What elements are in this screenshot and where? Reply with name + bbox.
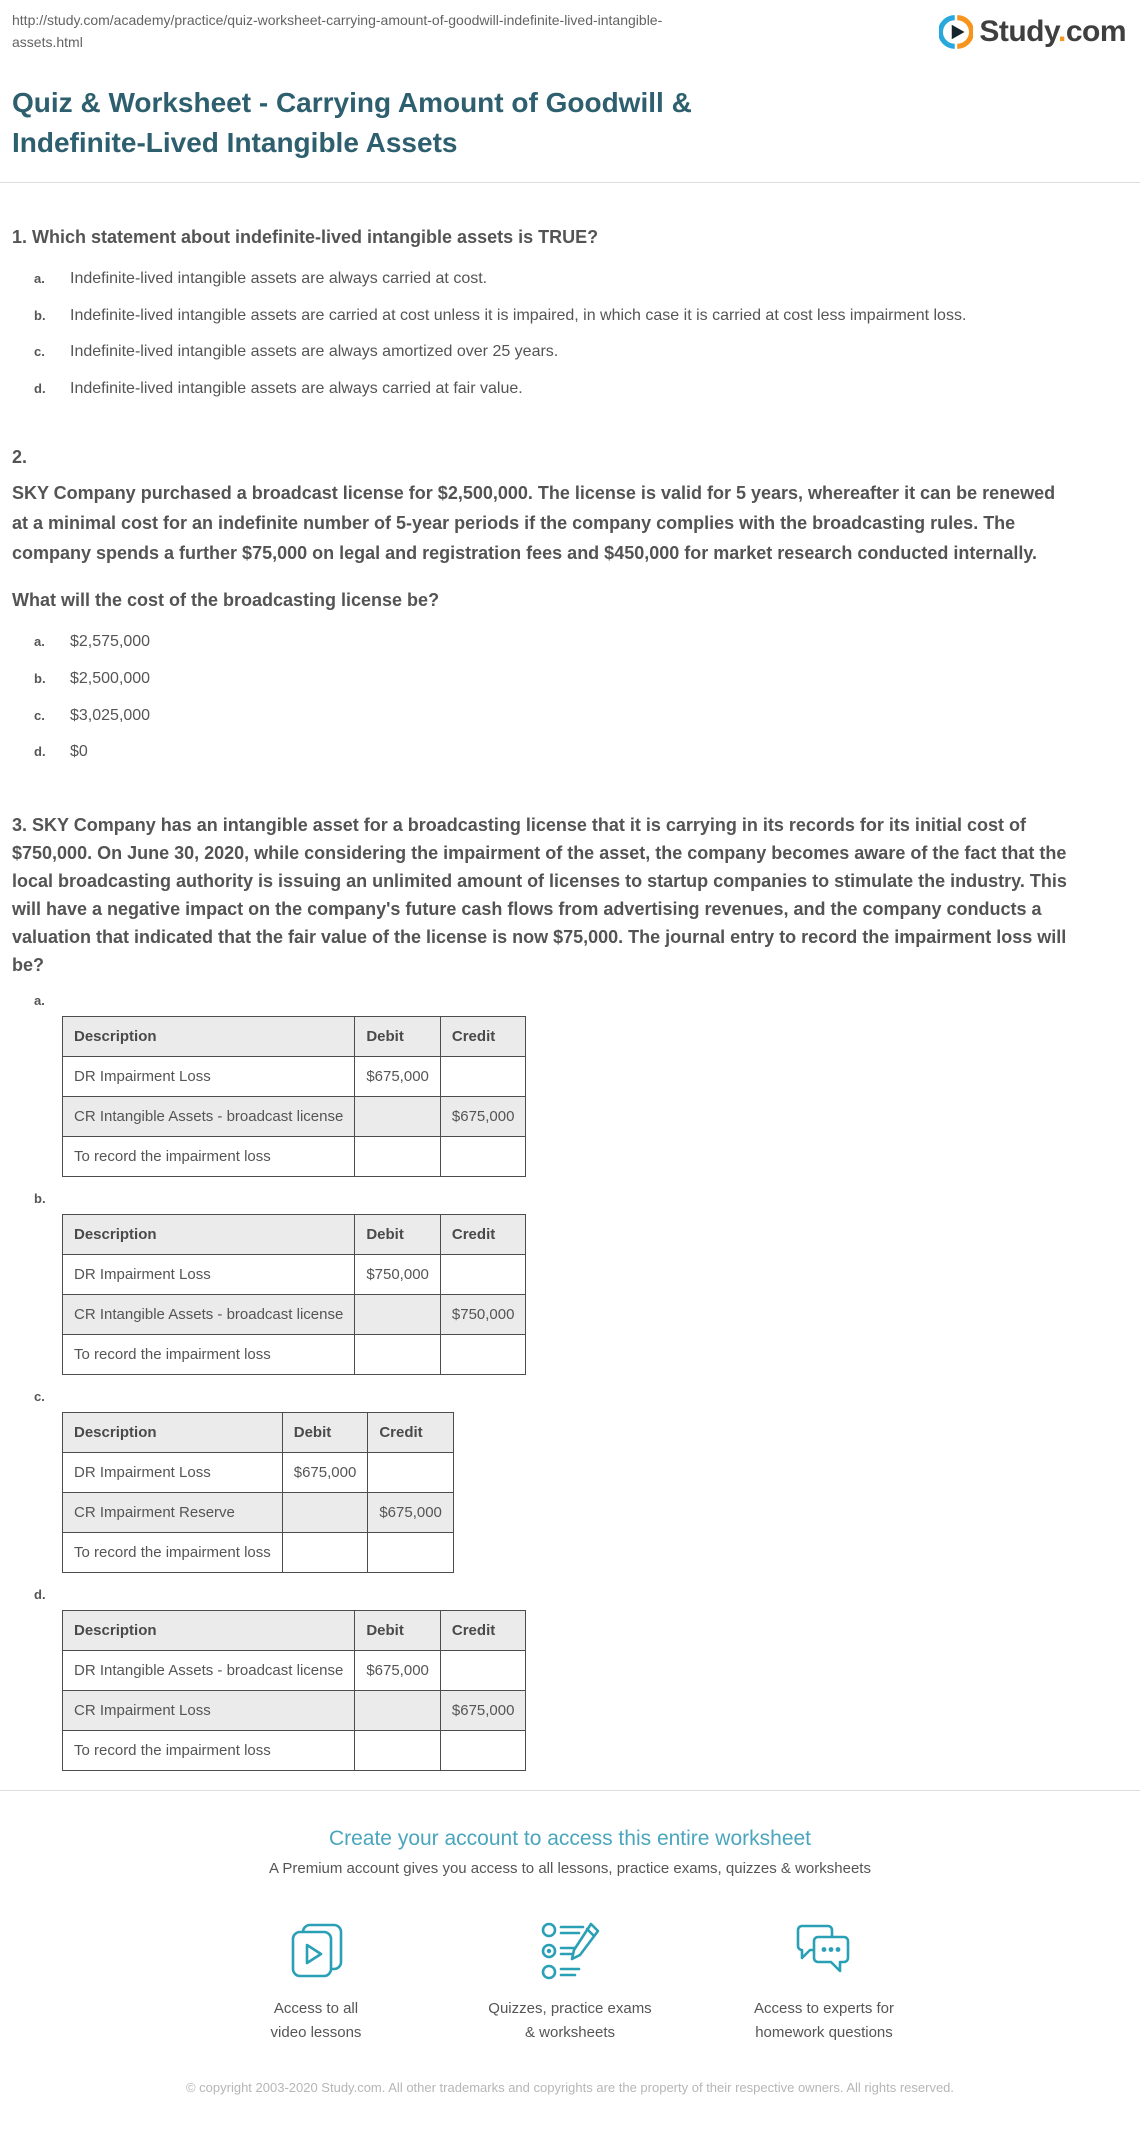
question-3-body: SKY Company has an intangible asset for a broadcasting license that it is carrying in its records for its initial cost of $750,000. On June 30, 2020, while considering the impairment of the asset, the company becomes aware of the fact that the local broadcasting authority is issuing an unlimited amount of licenses to startup companies to stimulate the industry. This will have a negative impact on the company's future cash flows from advertising revenues, and the company conducts a valuation that indicated that the fair value of the license is now $75,000. The journal entry to record the impairment loss will be?: [12, 814, 1067, 975]
chat-experts-icon: [712, 1921, 936, 1983]
option-letter: a.: [34, 634, 45, 650]
logo-study: Study: [979, 15, 1058, 48]
option-text: Indefinite-lived intangible assets are always carried at cost.: [70, 270, 488, 287]
table-cell: CR Impairment Reserve: [63, 1492, 283, 1532]
option-letter: b.: [34, 1190, 46, 1206]
table-row: [63, 1334, 526, 1374]
column-header-description: Description: [63, 1610, 355, 1650]
table-cell: To record the impairment loss: [63, 1334, 355, 1374]
table-cell: $675,000: [440, 1690, 526, 1730]
table-cell: $675,000: [282, 1452, 368, 1492]
table-row: [63, 1056, 526, 1096]
table-row: [63, 1492, 454, 1532]
table-row: [63, 1452, 454, 1492]
question-1-option-b: [12, 305, 1128, 327]
video-lessons-icon: [204, 1921, 428, 1983]
table-cell: [355, 1294, 441, 1334]
table-cell: CR Intangible Assets - broadcast license: [63, 1096, 355, 1136]
page-title: [12, 83, 1128, 163]
feature-label-line-2: video lessons: [270, 2023, 362, 2041]
quizzes-worksheets-icon: [458, 1921, 682, 1983]
table-cell: [368, 1532, 454, 1572]
quiz-content: [12, 227, 1128, 1771]
column-header-debit: Debit: [355, 1610, 441, 1650]
option-letter: b.: [34, 307, 46, 323]
cta-divider: [0, 1790, 1140, 1791]
table-header-row: [63, 1610, 526, 1650]
question-1: [12, 227, 1128, 399]
journal-entry-option-b: [12, 1191, 1128, 1375]
question-1-options: [12, 268, 1128, 399]
table-cell: [355, 1334, 441, 1374]
question-3: [12, 811, 1128, 1771]
url-line-1: http://study.com/academy/practice/quiz-worksheet-carrying-amount-of-goodwill-indefinite-lived-intangible-: [12, 12, 663, 28]
question-2-subquestion: What will the cost of the broadcasting license be?: [12, 590, 440, 611]
option-text: $3,025,000: [70, 706, 151, 724]
cta-subheading: A Premium account gives you access to all lessons, practice exams, quizzes & worksheets: [269, 1859, 871, 1877]
page-header: [12, 0, 1128, 53]
question-2-text: SKY Company purchased a broadcast license for $2,500,000. The license is valid for 5 years, whereafter it can be renewed at a minimal cost for an indefinite number of 5-year periods if the company complies with the broadcasting rules. The company spends a further $75,000 on legal and registration fees and $450,000 for market research conducted internally.: [12, 483, 1056, 564]
question-1-option-a: [12, 268, 1128, 290]
feature-label-line-1: Quizzes, practice exams: [488, 1999, 652, 2017]
question-3-number: 3.: [12, 814, 28, 835]
studycom-logo-text: [979, 15, 1126, 49]
table-header-row: [63, 1412, 454, 1452]
feature-label: [712, 1997, 936, 2045]
studycom-logo[interactable]: [939, 15, 1126, 49]
column-header-credit: Credit: [440, 1016, 526, 1056]
table-cell: [355, 1690, 441, 1730]
table-row: [63, 1294, 526, 1334]
page-footer: [12, 2077, 1128, 2099]
option-letter: c.: [34, 707, 45, 723]
table-row: [63, 1532, 454, 1572]
table-cell: $675,000: [355, 1056, 441, 1096]
table-cell: [282, 1492, 368, 1532]
logo-com: com: [1065, 15, 1126, 48]
table-row: [63, 1690, 526, 1730]
journal-entry-option-c: [12, 1389, 1128, 1573]
table-cell: To record the impairment loss: [63, 1136, 355, 1176]
feature-expert-help: [712, 1921, 936, 2045]
table-cell: [440, 1650, 526, 1690]
question-1-number: 1.: [12, 227, 28, 247]
table-cell: $750,000: [440, 1294, 526, 1334]
question-2-option-a: [12, 631, 1128, 653]
table-cell: [440, 1334, 526, 1374]
table-cell: [282, 1532, 368, 1572]
feature-video-lessons: [204, 1921, 428, 2045]
column-header-credit: Credit: [440, 1214, 526, 1254]
table-row: [63, 1136, 526, 1176]
table-cell: To record the impairment loss: [63, 1730, 355, 1770]
feature-list: [12, 1921, 1128, 2045]
option-letter: d.: [34, 744, 46, 760]
column-header-description: Description: [63, 1412, 283, 1452]
question-1-heading: [12, 227, 1128, 248]
question-3-text: [12, 811, 1072, 979]
column-header-credit: Credit: [440, 1610, 526, 1650]
table-cell: $675,000: [440, 1096, 526, 1136]
table-cell: CR Intangible Assets - broadcast license: [63, 1294, 355, 1334]
question-1-option-c: [12, 341, 1128, 363]
table-cell: $675,000: [368, 1492, 454, 1532]
question-2-number: 2.: [12, 447, 28, 468]
question-2-options: [12, 631, 1128, 762]
table-cell: [440, 1136, 526, 1176]
table-cell: DR Impairment Loss: [63, 1254, 355, 1294]
table-row: [63, 1254, 526, 1294]
table-cell: DR Impairment Loss: [63, 1452, 283, 1492]
table-cell: [440, 1730, 526, 1770]
journal-entry-table-b: [62, 1214, 526, 1375]
feature-label-line-1: Access to all: [273, 1999, 359, 2017]
option-letter: d.: [34, 380, 46, 396]
table-cell: [355, 1136, 441, 1176]
table-cell: [440, 1254, 526, 1294]
option-text: $2,575,000: [70, 633, 151, 651]
feature-label: [204, 1997, 428, 2045]
table-cell: To record the impairment loss: [63, 1532, 283, 1572]
journal-entry-option-a: [12, 993, 1128, 1177]
option-letter: b.: [34, 670, 46, 686]
question-2-option-d: [12, 741, 1128, 763]
journal-entry-option-d: [12, 1587, 1128, 1771]
journal-entry-table-a: [62, 1016, 526, 1177]
journal-entry-table-c: [62, 1412, 454, 1573]
page-title-line-1: Quiz & Worksheet - Carrying Amount of Goodwill &: [12, 87, 692, 118]
feature-label-line-2: & worksheets: [524, 2023, 616, 2041]
question-1-text: Which statement about indefinite-lived intangible assets is TRUE?: [32, 227, 599, 247]
table-cell: CR Impairment Loss: [63, 1690, 355, 1730]
question-2-option-c: [12, 705, 1128, 727]
copyright-notice: © copyright 2003-2020 Study.com. All other trademarks and copyrights are the property of their respective owners. All rights reserved.: [185, 2079, 955, 2095]
option-text: Indefinite-lived intangible assets are carried at cost unless it is impaired, in which case it is carried at cost less impairment loss.: [70, 306, 967, 324]
page-title-line-2: Indefinite-Lived Intangible Assets: [12, 127, 458, 158]
option-text: Indefinite-lived intangible assets are always carried at fair value.: [70, 379, 523, 397]
column-header-description: Description: [63, 1016, 355, 1056]
column-header-debit: Debit: [355, 1016, 441, 1056]
column-header-debit: Debit: [282, 1412, 368, 1452]
option-letter: a.: [34, 992, 45, 1008]
option-text: $2,500,000: [70, 669, 151, 687]
option-letter: c.: [34, 1388, 45, 1404]
title-divider: [0, 182, 1140, 183]
table-row: [63, 1096, 526, 1136]
url-line-2: assets.html: [12, 34, 83, 50]
page-url: [12, 9, 662, 53]
column-header-credit: Credit: [368, 1412, 454, 1452]
option-text: $0: [70, 743, 88, 761]
journal-entry-table-d: [62, 1610, 526, 1771]
option-letter: d.: [34, 1586, 46, 1602]
feature-label-line-1: Access to experts for: [753, 1999, 895, 2017]
logo-dot: .: [1057, 15, 1066, 48]
option-letter: a.: [34, 271, 45, 286]
table-header-row: [63, 1016, 526, 1056]
table-cell: DR Impairment Loss: [63, 1056, 355, 1096]
cta-section: [12, 1827, 1128, 2045]
table-cell: $675,000: [355, 1650, 441, 1690]
feature-label: [458, 1997, 682, 2045]
column-header-debit: Debit: [355, 1214, 441, 1254]
question-1-option-d: [12, 378, 1128, 400]
table-cell: [368, 1452, 454, 1492]
table-cell: DR Intangible Assets - broadcast license: [63, 1650, 355, 1690]
feature-label-line-2: homework questions: [755, 2023, 893, 2041]
table-cell: [355, 1730, 441, 1770]
cta-heading-link[interactable]: Create your account to access this entire worksheet: [328, 1826, 812, 1850]
table-row: [63, 1650, 526, 1690]
table-cell: [355, 1096, 441, 1136]
table-cell: $750,000: [355, 1254, 441, 1294]
option-letter: c.: [34, 344, 45, 360]
table-header-row: [63, 1214, 526, 1254]
column-header-description: Description: [63, 1214, 355, 1254]
option-text: Indefinite-lived intangible assets are always amortized over 25 years.: [70, 343, 559, 361]
studycom-logo-icon: [939, 15, 979, 49]
table-row: [63, 1730, 526, 1770]
feature-quizzes-worksheets: [458, 1921, 682, 2045]
question-2: [12, 447, 1128, 762]
question-2-option-b: [12, 668, 1128, 690]
table-cell: [440, 1056, 526, 1096]
